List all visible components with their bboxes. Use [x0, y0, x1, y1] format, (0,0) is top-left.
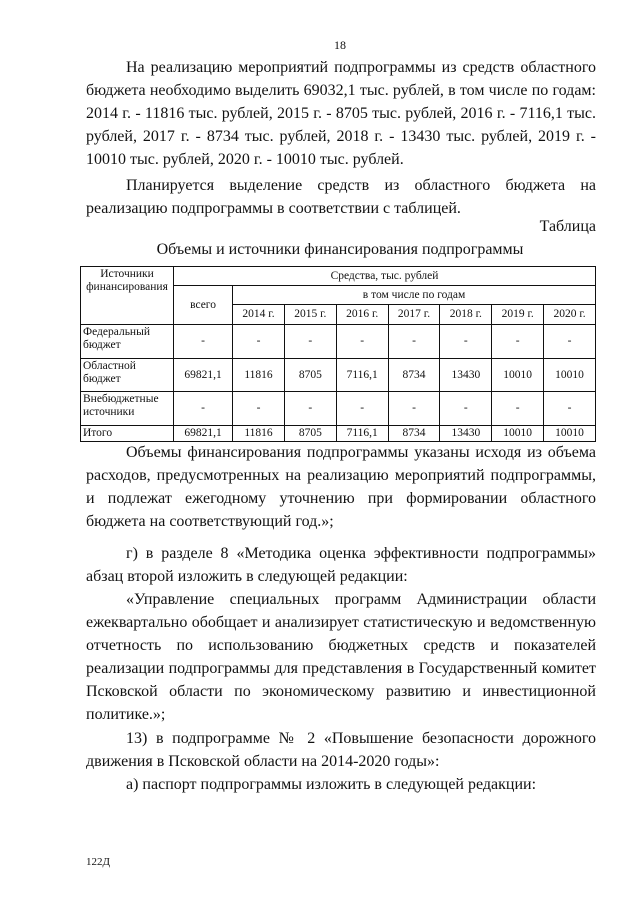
header-year: 2017 г.	[388, 305, 440, 325]
header-year: 2018 г.	[440, 305, 492, 325]
table-cell: 7116,1	[336, 359, 388, 392]
header-by-years: в том числе по годам	[233, 286, 596, 305]
header-funds: Средства, тыс. рублей	[174, 267, 596, 286]
page-number: 18	[334, 38, 346, 52]
table-row	[81, 426, 596, 442]
table-cell: -	[388, 392, 440, 426]
footer-code: 122Д	[86, 856, 111, 868]
table-row	[81, 325, 596, 359]
table-cell: -	[284, 325, 336, 359]
table-cell: -	[440, 325, 492, 359]
header-total: всего	[174, 286, 233, 325]
table-cell: -	[440, 392, 492, 426]
row-source: Федеральный бюджет	[81, 325, 174, 359]
paragraph-funding-note: Объемы финансирования подпрограммы указаны исходя из объема расходов, предусмотренных на реализацию мероприятий подпрограммы, и подлежат ежегодному уточнению при формировании областного бюджета на соответствующий год.»;	[86, 444, 596, 530]
header-year: 2019 г.	[492, 305, 544, 325]
table-cell: 11816	[233, 426, 285, 442]
table-cell: -	[544, 325, 596, 359]
header-year: 2016 г.	[336, 305, 388, 325]
table-title: Объемы и источники финансирования подпрограммы	[156, 241, 524, 258]
table-row	[81, 359, 596, 392]
table-cell: 10010	[544, 359, 596, 392]
table-cell: 8705	[284, 359, 336, 392]
table-cell: 13430	[440, 426, 492, 442]
paragraph-planned-allocation: Планируется выделение средств из областного бюджета на реализацию подпрограммы в соответствии с таблицей.	[86, 177, 596, 217]
table-cell: -	[174, 325, 233, 359]
table-cell: 69821,1	[174, 359, 233, 392]
table-cell: 69821,1	[174, 426, 233, 442]
table-cell: -	[336, 392, 388, 426]
header-year: 2015 г.	[284, 305, 336, 325]
financing-table	[80, 266, 596, 442]
table-cell: 8734	[388, 359, 440, 392]
table-cell: -	[336, 325, 388, 359]
table-caption: Таблица	[539, 218, 596, 235]
paragraph-subprogram-2: 13) в подпрограмме № 2 «Повышение безопасности дорожного движения в Псковской области на 2014-2020 годы»:	[86, 730, 596, 770]
paragraph-passport: а) паспорт подпрограммы изложить в следующей редакции:	[126, 776, 537, 793]
table-cell: 10010	[544, 426, 596, 442]
table-cell: 10010	[492, 359, 544, 392]
table-cell: -	[492, 392, 544, 426]
table-cell: -	[388, 325, 440, 359]
paragraph-quote-management: «Управление специальных программ Администрации области ежеквартально обобщает и анализирует статистическую и ведомственную отчетность по использованию бюджетных средств и показателей реализации подпрограммы для представления в Государственный комитет Псковской области по экономическому развитию и инвестиционной политике.»;	[86, 591, 596, 723]
header-year: 2020 г.	[544, 305, 596, 325]
table-cell: 8705	[284, 426, 336, 442]
row-source: Областной бюджет	[81, 359, 174, 392]
table-cell: 10010	[492, 426, 544, 442]
row-source: Итого	[81, 426, 174, 442]
table-cell: -	[174, 392, 233, 426]
paragraph-section-8: г) в разделе 8 «Методика оценка эффективности подпрограммы» абзац второй изложить в следующей редакции:	[86, 545, 596, 585]
table-cell: -	[233, 392, 285, 426]
table-row	[81, 392, 596, 426]
header-sources: Источники финансирования	[81, 267, 174, 325]
table-cell: 13430	[440, 359, 492, 392]
table-cell: -	[492, 325, 544, 359]
table-cell: 8734	[388, 426, 440, 442]
paragraph-funding-total: На реализацию мероприятий подпрограммы из средств областного бюджета необходимо выделить 69032,1 тыс. рублей, в том числе по годам: 2014 г. - 11816 тыс. рублей, 2015 г. - 8705 тыс. рублей, 2016 г. - 7116,1 тыс. рублей, 2017 г. - 8734 тыс. рублей, 2018 г. - 13430 тыс. рублей, 2019 г. - 10010 тыс. рублей, 2020 г. - 10010 тыс. рублей.	[86, 59, 596, 168]
table-cell: 7116,1	[336, 426, 388, 442]
header-year: 2014 г.	[233, 305, 285, 325]
row-source: Внебюджетные источники	[81, 392, 174, 426]
table-cell: -	[284, 392, 336, 426]
table-cell: -	[544, 392, 596, 426]
table-cell: -	[233, 325, 285, 359]
table-cell: 11816	[233, 359, 285, 392]
